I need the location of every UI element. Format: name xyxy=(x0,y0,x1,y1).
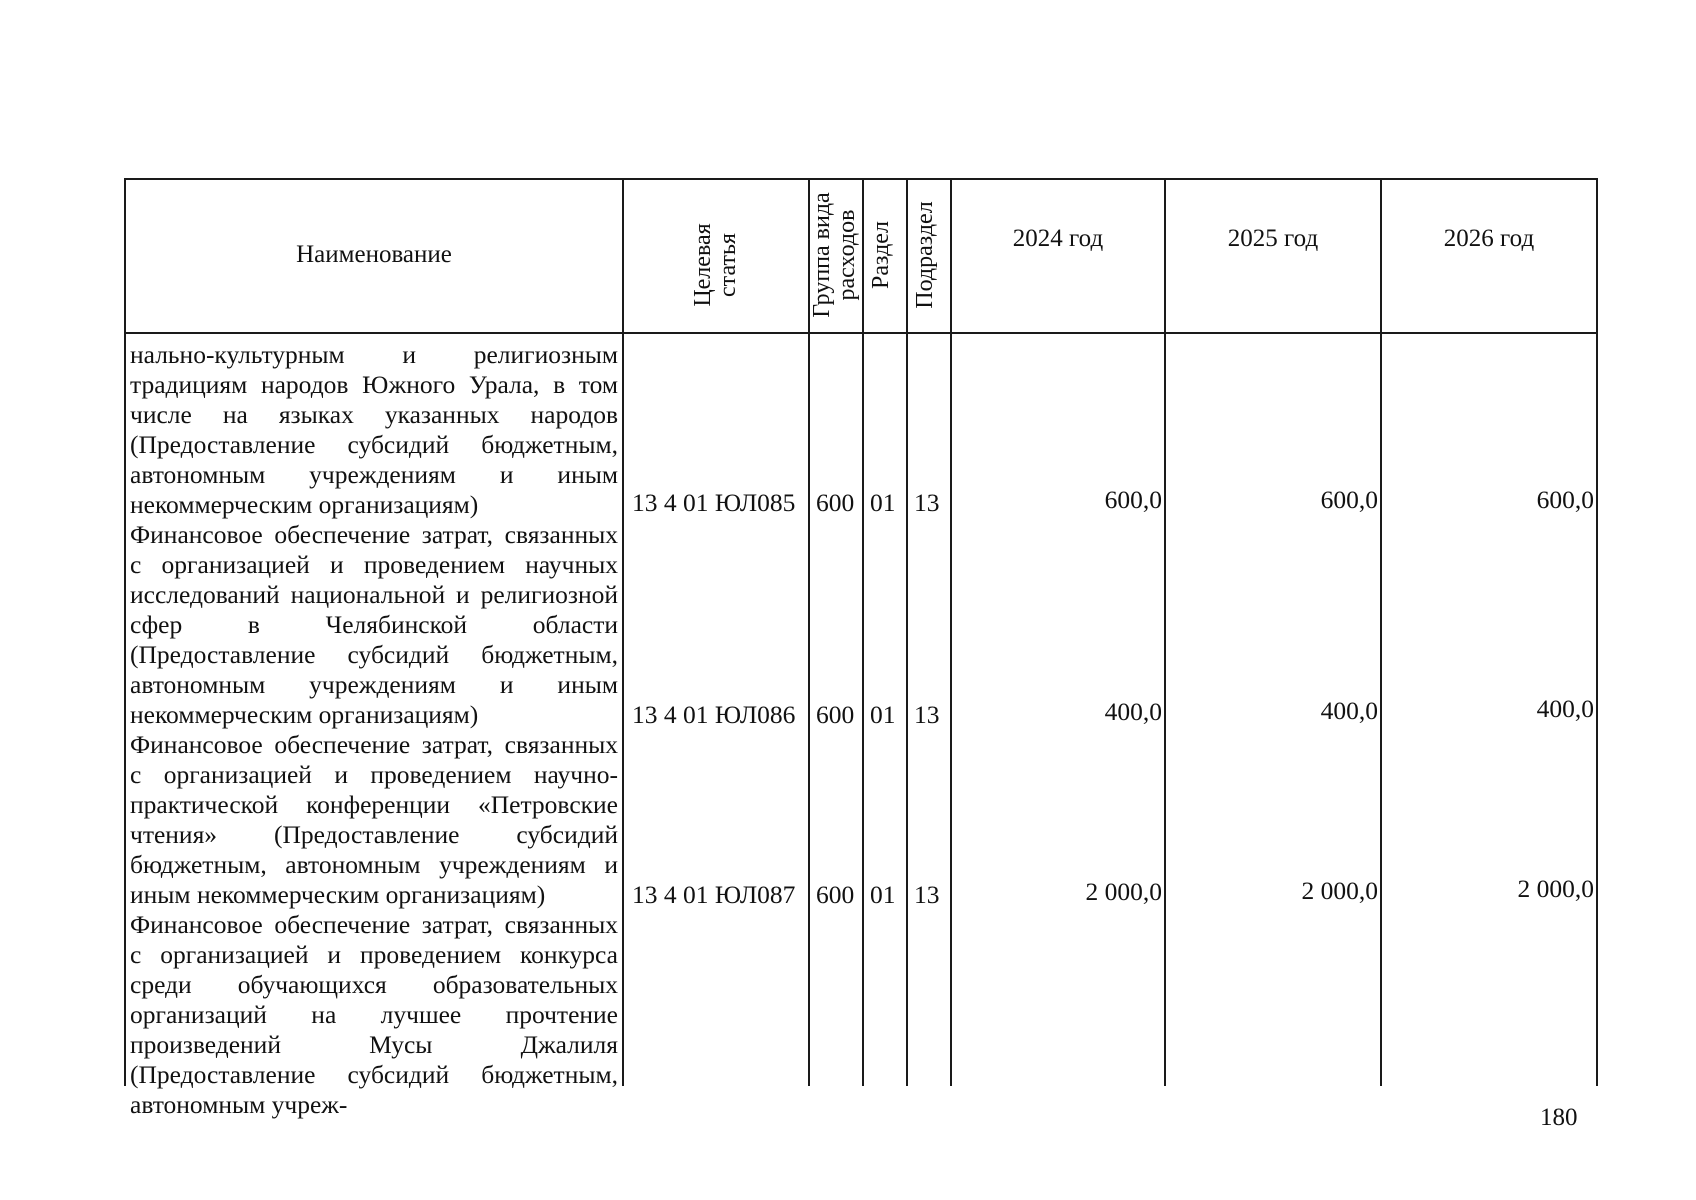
row-3-group: 600 xyxy=(816,880,855,909)
row-3-name: Финансовое обеспечение затрат, связанных с организацией и проведением научно-практической конференции «Петровские чтения» (Предоставление субсидий бюджетным, автономным учреждениям и иным некоммерческим организациям) xyxy=(130,730,618,909)
row-2-2026: 400,0 xyxy=(1536,694,1594,723)
col-border-name xyxy=(622,178,624,1086)
col-border-left xyxy=(124,178,126,1086)
col-border-group xyxy=(862,178,864,1086)
header-target-article xyxy=(691,190,741,340)
row-1-2025: 600,0 xyxy=(1320,485,1378,514)
header-section-text: Раздел xyxy=(868,221,894,289)
header-section xyxy=(869,195,899,315)
col-border-right xyxy=(1596,178,1598,1086)
page-number: 180 xyxy=(1540,1104,1578,1131)
table-top-border xyxy=(124,178,1598,180)
row-3-2026: 2 000,0 xyxy=(1517,874,1594,903)
row-2-name: Финансовое обеспечение затрат, связанных с организацией и проведением научных исследований национальной и религиозной сфер в Челябинской области (Предоставление субсидий бюджетным, автономным учреждениям и иным некоммерческим организациям) xyxy=(130,520,618,729)
row-1-article: 13 4 01 ЮЛ085 xyxy=(632,488,796,517)
row-1-subsection: 13 xyxy=(914,488,940,517)
row-2-group: 600 xyxy=(816,700,855,729)
row-2-subsection: 13 xyxy=(914,700,940,729)
row-1-2024: 600,0 xyxy=(1104,485,1162,514)
col-border-2025 xyxy=(1380,178,1382,1086)
header-2026: 2026 год xyxy=(1443,225,1535,252)
header-subsection xyxy=(913,195,943,315)
row-3-section: 01 xyxy=(870,880,896,909)
header-subsection-text: Подраздел xyxy=(912,201,938,309)
row-3-subsection: 13 xyxy=(914,880,940,909)
header-name: Наименование xyxy=(296,241,452,268)
row-1-group: 600 xyxy=(816,488,855,517)
header-2024: 2024 год xyxy=(1012,225,1104,252)
header-2025: 2025 год xyxy=(1227,225,1319,252)
col-border-section xyxy=(906,178,908,1086)
row-2-2024: 400,0 xyxy=(1104,697,1162,726)
row-1-name: нально-культурным и религиозным традициям народов Южного Урала, в том числе на языках указанных народов (Предоставление субсидий бюджетным, автономным учреждениям и иным некоммерческим организациям) xyxy=(130,340,618,519)
col-border-subsection xyxy=(950,178,952,1086)
header-expense-group xyxy=(810,180,860,330)
row-2-section: 01 xyxy=(870,700,896,729)
row-2-2025: 400,0 xyxy=(1320,696,1378,725)
col-border-2024 xyxy=(1164,178,1166,1086)
row-4-name: Финансовое обеспечение затрат, связанных с организацией и проведением конкурса среди обучающихся образовательных организаций на лучшее прочтение произведений Мусы Джалиля (Предоставление субсидий бюджетным, автономным учреж- xyxy=(130,910,618,1119)
header-bottom-border xyxy=(124,332,1598,334)
row-3-article: 13 4 01 ЮЛ087 xyxy=(632,880,796,909)
row-3-2025: 2 000,0 xyxy=(1301,876,1378,905)
header-target-article-text: Целевая статья xyxy=(690,223,741,307)
row-3-2024: 2 000,0 xyxy=(1085,877,1162,906)
row-1-2026: 600,0 xyxy=(1536,485,1594,514)
header-expense-group-text: Группа вида расходов xyxy=(809,192,860,318)
row-1-section: 01 xyxy=(870,488,896,517)
row-2-article: 13 4 01 ЮЛ086 xyxy=(632,700,796,729)
